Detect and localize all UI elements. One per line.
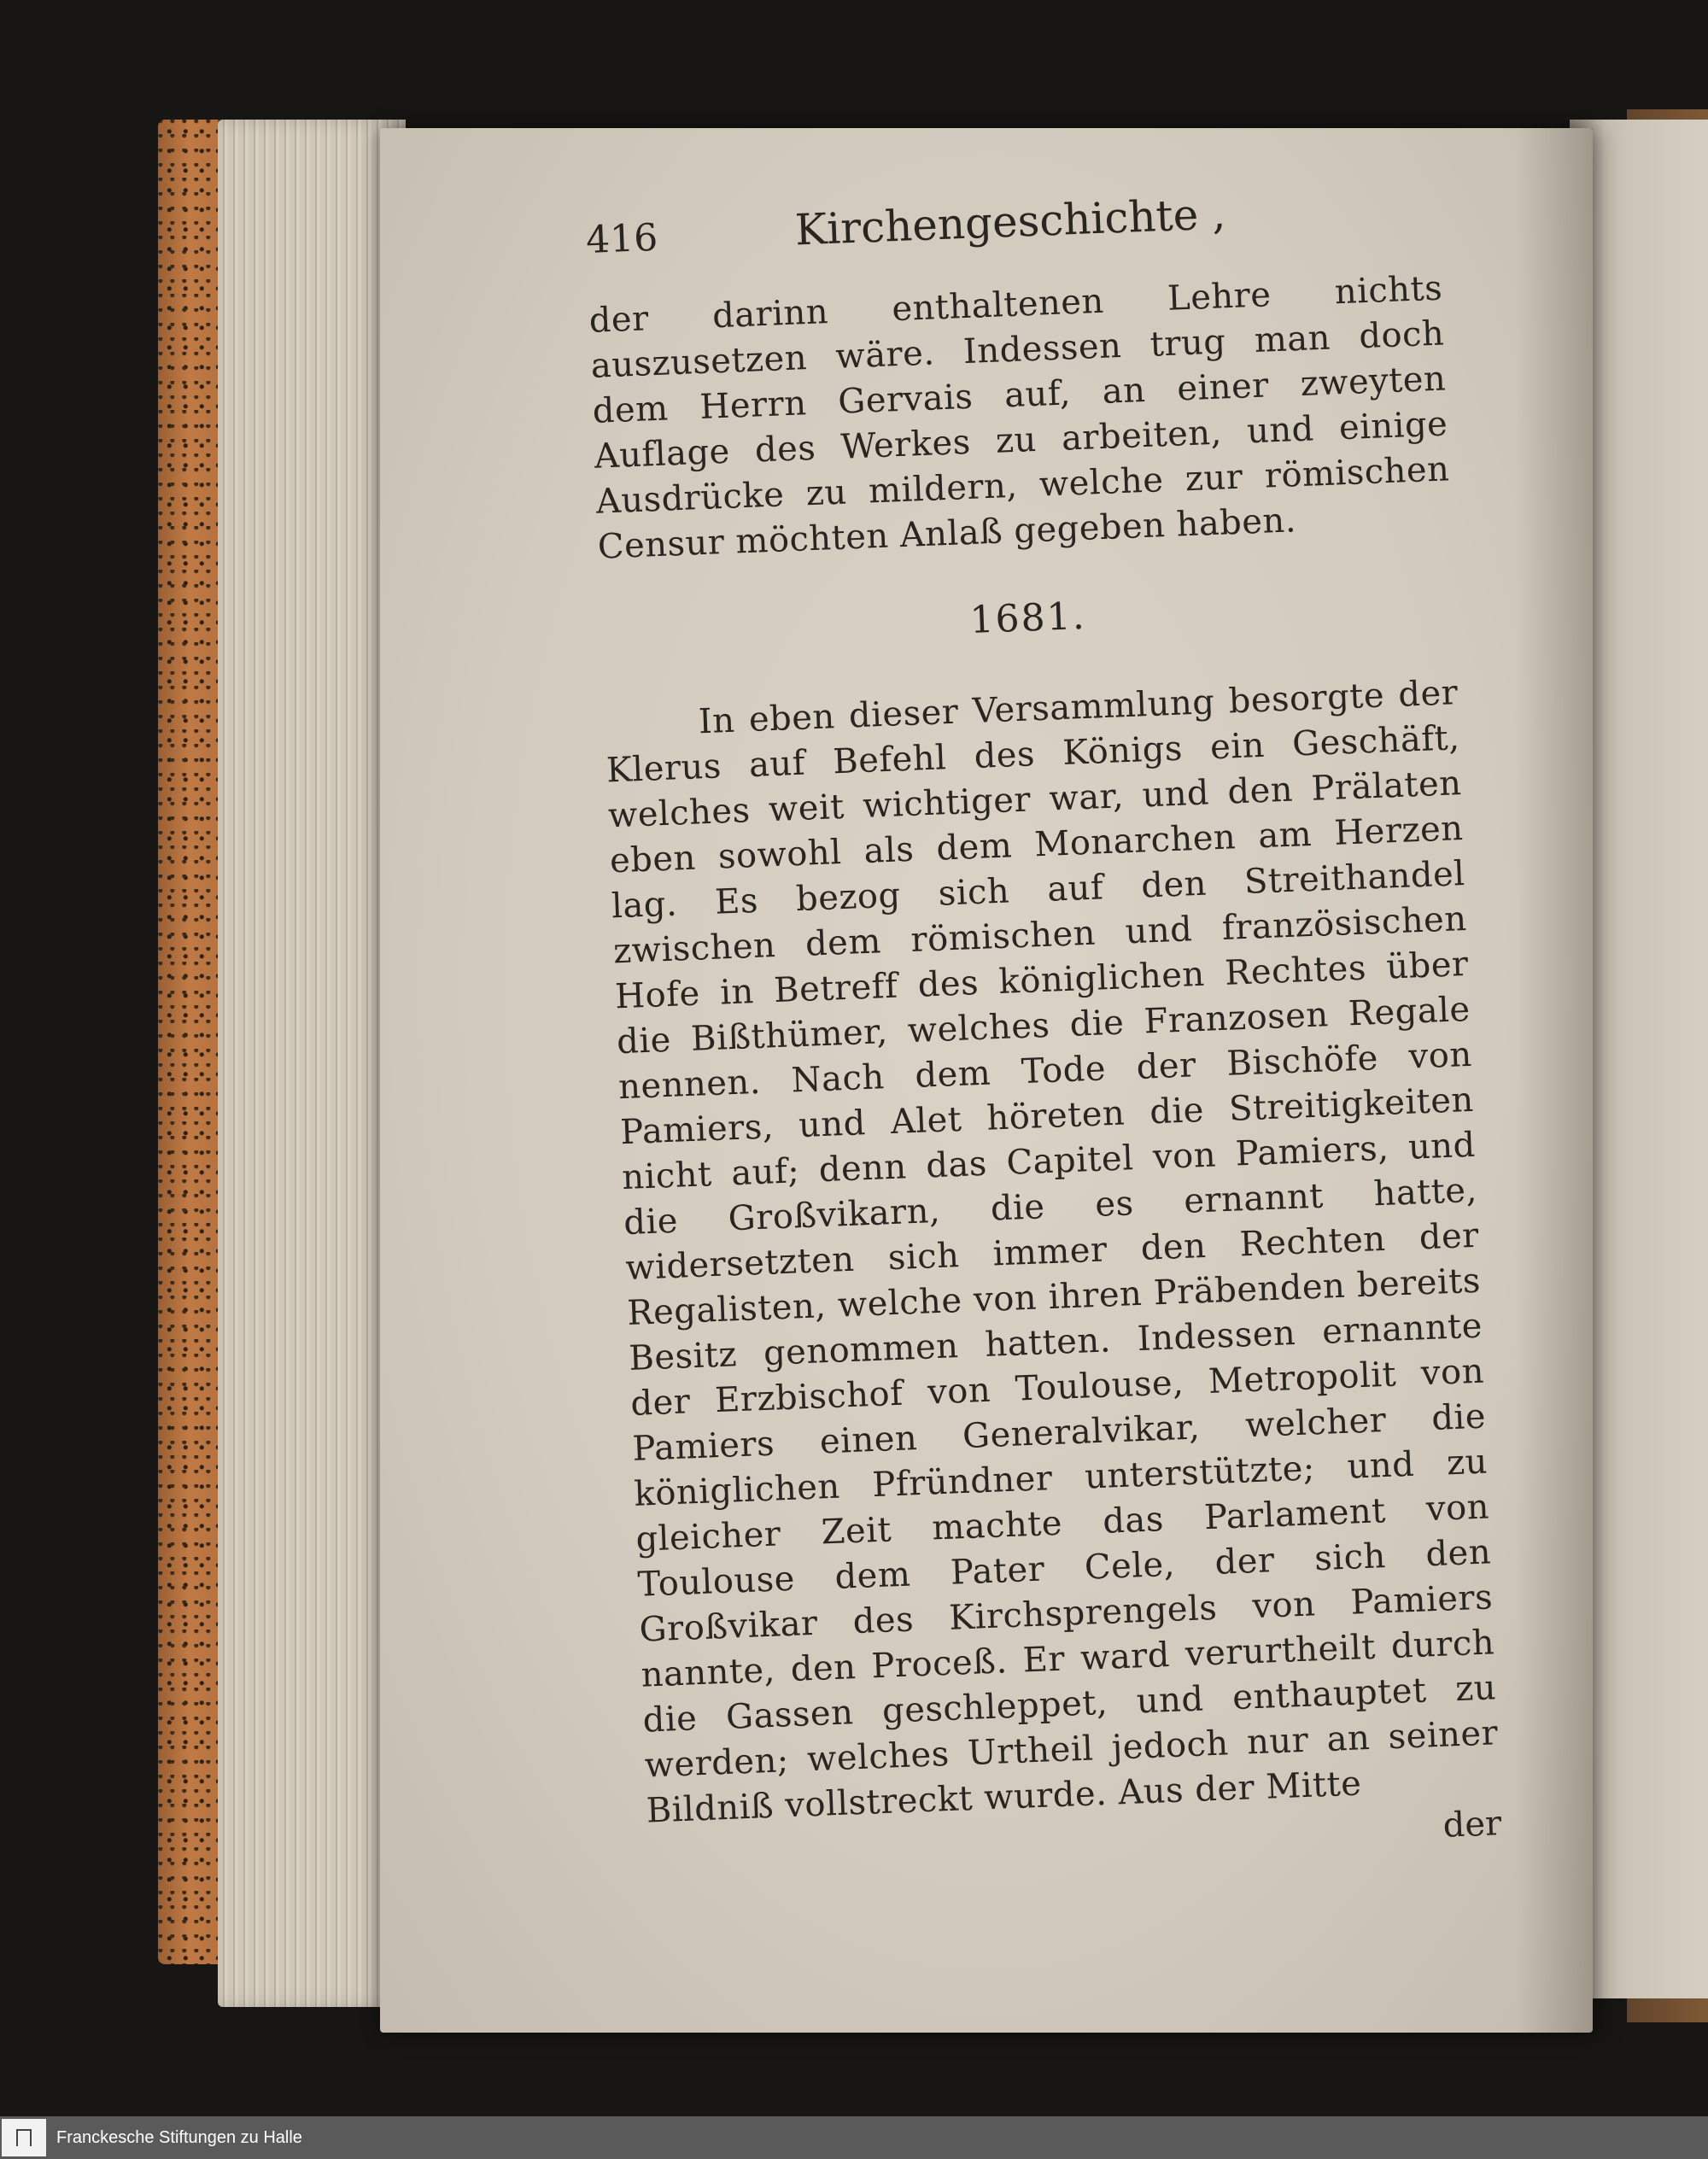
running-title: Kirchengeschichte ,: [793, 189, 1227, 255]
book-page: [380, 128, 1593, 2033]
paragraph-main: In eben dieser Versammlung besorgte der Klerus auf Befehl des Königs ein Geschäft, welches weit wichtiger war, und den Prälaten eben sowohl als dem Monarchen am Herzen lag. Es bezog sich auf den Streithandel zwischen dem römischen und französischen Hofe in Betreff des königlichen Rechtes über die Bißthümer, welches die Franzosen Regale nennen. Nach dem Tode der Bischöfe von Pamiers, und Alet höreten die Streitigkeiten nicht auf; denn das Capitel von Pamiers, und die Großvikarn, die es ernannt hatte, widersetzten sich immer den Rechten der Regalisten, welche von ihren Präbenden bereits Besitz genommen hatten. Indessen ernannte der Erzbischof von Toulouse, Metropolit von Pamiers einen Generalvikar, welcher die königlichen Pfründner unterstützte; und zu gleicher Zeit machte das Parlament von Toulouse dem Pater Cele, der sich den Großvikar des Kirchsprengels von Pamiers nannte, den Proceß. Er ward verurtheilt durch die Gassen geschleppet, und enthauptet zu werden; welches Urtheil jedoch nur an seiner Bildniß vollstreckt wurde. Aus der Mitte: [605, 673, 1499, 1831]
footer-bar: [0, 2116, 1708, 2159]
paragraph-continued: der darinn enthaltenen Lehre nichts auszusetzen wäre. Indessen trug man doch dem Herrn Gervais auf, an einer zweyten Auflage des Werkes zu arbeiten, und einige Ausdrücke zu mildern, welche zur römischen Censur möchten Anlaß gegeben haben.: [588, 268, 1451, 567]
institution-name: Franckesche Stiftungen zu Halle: [56, 2127, 302, 2147]
logo-mark-icon: [16, 2129, 32, 2146]
page-number: 416: [585, 215, 659, 262]
page-stack: [218, 120, 406, 2007]
year-heading: 1681.: [968, 594, 1087, 643]
institution-logo: [2, 2119, 46, 2156]
catchword: der: [1442, 1804, 1503, 1846]
page-text-block: [585, 181, 1502, 1880]
